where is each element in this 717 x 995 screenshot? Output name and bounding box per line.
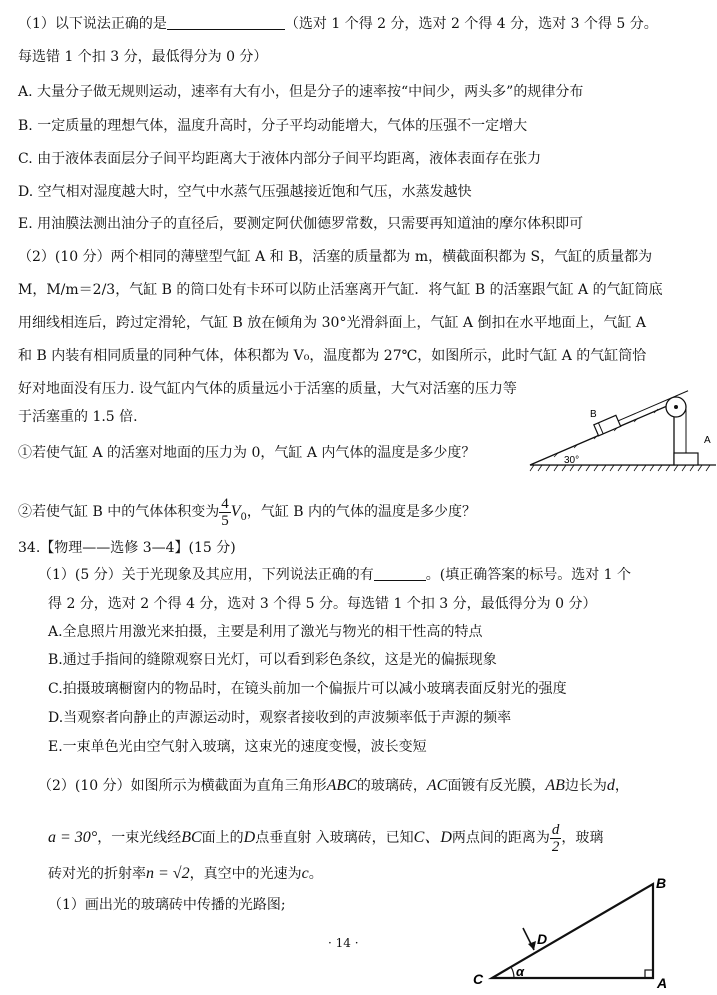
text-run: 砖对光的折射率 <box>48 866 146 882</box>
label-c: C <box>473 971 484 987</box>
q33-part1-lead: （1）以下说法正确的是 <box>18 16 167 32</box>
q33-q2-tail: ，气缸 B 内的气体的温度是多少度？ <box>246 504 477 520</box>
q33-question-2 <box>18 490 476 534</box>
q34-option-c: C.拍摄玻璃橱窗内的物品时，在镜头前加一个偏振片可以减小玻璃表面反射光的强度 <box>48 681 567 697</box>
math-ab: AB <box>545 777 565 794</box>
answer-blank <box>374 566 426 581</box>
text-run: ，一束光线经 <box>97 830 182 846</box>
q34-part1-scoring-cont: 得 2 分，选对 2 个得 4 分，选对 3 个得 5 分。每选错 1 个扣 3 分，最低得分为 0 分） <box>48 596 597 612</box>
text-run: 的玻璃砖， <box>356 778 427 794</box>
q33-part1-scoring: （选对 1 个得 2 分，选对 2 个得 4 分，选对 3 个得 5 分。 <box>284 16 658 32</box>
text-run: 面上的 <box>201 830 244 846</box>
math-refractive-index: n = √2 <box>146 865 190 882</box>
label-b: B <box>590 409 597 420</box>
math-cd: C、D <box>413 829 452 846</box>
label-alpha: α <box>516 964 525 979</box>
q33-question-1: ①若使气缸 A 的活塞对地面的压力为 0，气缸 A 内气体的温度是多少度？ <box>18 445 476 461</box>
q34-part2-line-2 <box>48 816 603 860</box>
q33-part2-line: （2）(10 分）两个相同的薄壁型气缸 A 和 B，活塞的质量都为 m，横截面积都为 S，气缸的质量都为 <box>18 249 653 265</box>
fraction-denominator: 2 <box>551 838 560 855</box>
q34-option-b: B.通过手指间的缝隙观察日光灯，可以看到彩色条纹，这是光的偏振现象 <box>48 652 497 668</box>
q33-part2-line: 和 B 内装有相同质量的同种气体，体积都为 V₀，温度都为 27℃，如图所示，此时气缸 A 的气缸筒恰 <box>18 348 647 364</box>
q34-part2-line-3 <box>48 862 323 886</box>
math-d-point: D <box>243 829 256 846</box>
q33-option-b: B. 一定质量的理想气体，温度升高时，分子平均动能增大，气体的压强不一定增大 <box>18 118 528 134</box>
text-run: 点垂直射 入玻璃砖，已知 <box>255 830 414 846</box>
math-alpha: a = 30° <box>48 829 98 846</box>
q34-part1-lead: （1）(5 分）关于光现象及其应用，下列说法正确的有 <box>38 567 374 583</box>
q33-part1-intro <box>18 14 658 34</box>
math-d: d <box>606 777 615 794</box>
triangle-prism-figure <box>470 872 670 990</box>
q33-part2-line: M，M/m＝2/3，气缸 B 的筒口处有卡环可以防止活塞离开气缸．将气缸 B 的活塞跟气缸 A 的气缸筒底 <box>18 282 663 298</box>
q33-option-d: D. 空气相对湿度越大时，空气中水蒸气压强越接近饱和气压，水蒸发越快 <box>18 184 472 200</box>
fraction-denominator: 5 <box>221 512 229 529</box>
q33-part1-scoring-cont: 每选错 1 个扣 3 分，最低得分为 0 分） <box>18 49 268 65</box>
incline-cylinder-figure <box>528 385 717 473</box>
answer-blank <box>167 15 285 30</box>
q33-option-a: A. 大量分子做无规则运动，速率有大有小，但是分子的速率按“中间少，两头多”的规律分布 <box>18 84 584 100</box>
text-run: 面镀有反光膜， <box>447 778 546 794</box>
q34-option-e: E.一束单色光由空气射入玻璃，这束光的速度变慢，波长变短 <box>48 739 427 755</box>
text-run: ， <box>614 778 629 794</box>
text-run: （2）(10 分）如图所示为横截面为直角三角形 <box>38 778 327 794</box>
math-c: c <box>301 865 309 882</box>
q34-title: 34.【物理——选修 3—4】(15 分) <box>18 540 236 556</box>
label-a: A <box>657 975 668 990</box>
fraction <box>550 822 562 855</box>
q33-part2-line: 好对地面没有压力. 设气缸内气体的质量远小于活塞的质量，大气对活塞的压力等 <box>18 381 517 397</box>
page-number: · 14 · <box>328 936 359 950</box>
q34-option-d: D.当观察者向静止的声源运动时，观察者接收到的声波频率低于声源的频率 <box>48 710 512 726</box>
volume-symbol: V <box>230 503 241 520</box>
q33-option-c: C. 由于液体表面层分子间平均距离大于液体内部分子间平均距离，液体表面存在张力 <box>18 151 542 167</box>
label-angle: 30° <box>564 455 580 466</box>
q33-q2-lead: ②若使气缸 B 中的气体体积变为 <box>18 504 220 520</box>
q33-part2-line: 于活塞重的 1.5 倍. <box>18 409 138 425</box>
text-run: ，玻璃 <box>561 830 604 846</box>
cylinder-a <box>674 453 698 465</box>
math-abc: ABC <box>326 777 357 794</box>
fraction-numerator: d <box>551 821 560 838</box>
q34-option-a: A.全息照片用激光来拍摄，主要是利用了激光与物光的相干性高的特点 <box>48 624 483 640</box>
fraction-numerator: 4 <box>221 495 229 512</box>
math-ac: AC <box>426 777 448 794</box>
text-run: 边长为 <box>564 778 607 794</box>
q34-part2-line-4: （1）画出光的玻璃砖中传播的光路图; <box>48 897 286 913</box>
q33-option-e: E. 用油膜法测出油分子的直径后，要测定阿伏伽德罗常数，只需要再知道油的摩尔体积即可 <box>18 216 584 232</box>
text-run: ，真空中的光速为 <box>189 866 302 882</box>
ray-arrowhead <box>528 941 536 950</box>
q34-part1-intro <box>38 565 631 585</box>
math-bc: BC <box>181 829 202 846</box>
fraction <box>219 496 231 529</box>
q34-part1-scoring: 。(填正确答案的标号。选对 1 个 <box>425 567 632 583</box>
text-run: 。 <box>308 866 323 882</box>
label-d: D <box>537 931 548 947</box>
label-b: B <box>656 875 667 891</box>
label-a: A <box>704 435 711 446</box>
text-run: 两点间的距离为 <box>451 830 550 846</box>
volume-subscript: 0 <box>240 511 247 523</box>
q33-part2-line: 用细线相连后，跨过定滑轮，气缸 B 放在倾角为 30°光滑斜面上，气缸 A 倒扣在水平地面上，气缸 A <box>18 315 647 331</box>
q34-part2-line-1 <box>38 773 629 799</box>
